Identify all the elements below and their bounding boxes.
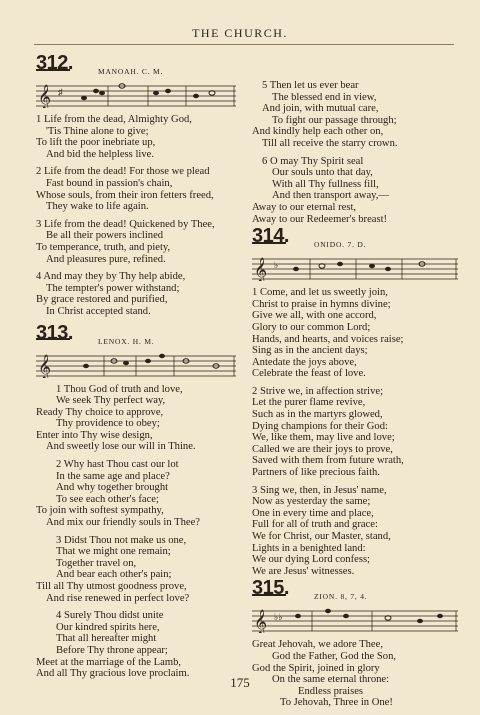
verse-line: Till all Thy utmost goodness prove, (36, 581, 187, 592)
verse-line: To join with softest sympathy, (36, 505, 164, 517)
verse-line: To Jehovah, Three in One! (280, 697, 393, 709)
music-staff-315 (252, 607, 462, 633)
verse (252, 80, 462, 150)
verse-line: That we might one remain; (56, 546, 171, 558)
svg-text:𝄞: 𝄞 (254, 609, 268, 634)
verse (36, 459, 244, 529)
verse (252, 287, 462, 380)
verse-line: 4 And may they by Thy help abide, (36, 271, 186, 283)
verse-line: 1 Thou God of truth and love, (56, 383, 183, 395)
verse-line: And kindly help each other on, (252, 126, 384, 138)
verse-line: 1 Life from the dead, Almighty God, (36, 114, 192, 125)
verse-line: On the same eternal throne: (272, 674, 390, 686)
verse-line: To fight our passage through; (272, 114, 397, 126)
verse-line: Great Jehovah, we adore Thee, (252, 639, 383, 651)
verse-line: 3 Life from the dead! Quickened by Thee, (36, 218, 215, 230)
svg-text:𝄞: 𝄞 (38, 84, 52, 108)
tune-name: ONIDO. 7. D. (314, 240, 367, 250)
music-staff-312 (36, 82, 244, 108)
hymn-315-heading (252, 577, 462, 607)
verse-line: To lift the poor inebriate up, (36, 137, 156, 149)
verse-line: And bid the helpless live. (46, 148, 154, 160)
verse-line: Partners of like precious faith. (252, 467, 380, 479)
verse-line: 6 O may Thy Spirit seal (262, 155, 364, 167)
verse-line: Thy providence to obey; (56, 418, 160, 430)
verse-line: Our kindred spirits here, (56, 621, 160, 633)
left-column (36, 52, 244, 686)
verse-line: Now as yesterday the same; (252, 496, 371, 508)
verse-line: Ready Thy choice to approve, (36, 406, 164, 418)
page-number: 175 (230, 675, 250, 690)
verse-line: Full for all of truth and grace: (252, 519, 378, 531)
verse-line: And then transport away,— (272, 190, 389, 202)
verse-line: And rise renewed in perfect love? (46, 592, 190, 604)
hymn-312-heading (36, 52, 244, 82)
verse-line: 3 Didst Thou not make us one, (56, 534, 187, 546)
verse-line: 2 Why hast Thou cast our lot (56, 459, 179, 471)
verse-line: And bear each other's pain; (56, 569, 172, 581)
verse-line: And sweetly lose our will in Thine. (46, 441, 196, 453)
verse-line: Give we all, with one accord, (252, 310, 377, 322)
verse-line: We seek Thy perfect way, (56, 395, 166, 407)
verse-line: Till all receive the starry crown. (262, 137, 398, 149)
verse-line: And all Thy gracious love proclaim. (36, 668, 190, 680)
verse-line: Endless praises (298, 685, 364, 697)
verse-line: We our dying Lord confess; (252, 554, 371, 566)
verse (36, 114, 244, 160)
verse-line: Whose souls, from their iron fetters freed, (36, 189, 214, 201)
tune-name: LENOX. H. M. (98, 336, 155, 346)
verse-line: And why together brought (56, 482, 169, 494)
hymn-314-heading (252, 225, 462, 255)
verse-line: To temperance, truth, and piety, (36, 241, 171, 253)
verse-line: Enter into Thy wise design, (36, 429, 153, 441)
right-column (252, 80, 462, 715)
verse-line: Celebrate the feast of love. (252, 368, 366, 380)
verse (252, 156, 462, 226)
verse-line: Together travel on, (56, 557, 137, 569)
tune-name: MANOAH. C. M. (98, 67, 164, 76)
verse (36, 535, 244, 605)
verse-line: Before Thy throne appear; (56, 644, 168, 656)
verse-line: Fast bound in passion's chain, (46, 177, 173, 189)
verse (36, 166, 244, 212)
svg-text:♭♭: ♭♭ (274, 612, 283, 623)
verse-line: That all hereafter might (56, 633, 157, 645)
tune-name: ZION. 8, 7, 4. (314, 592, 368, 602)
verse-line: 2 Life from the dead! For those we plead (36, 166, 210, 178)
verse-line: Our souls unto that day, (272, 167, 373, 179)
header-rule (34, 44, 454, 45)
hymn-number: 313. (36, 321, 73, 344)
svg-text:♭: ♭ (274, 260, 279, 271)
verse-line: Saved with them from future wrath, (252, 455, 404, 467)
verse-line: And mix our friendly souls in Thee? (46, 517, 200, 529)
verse-line: 4 Surely Thou didst unite (56, 610, 164, 622)
verse-line: Let the purer flame revive, (252, 397, 366, 409)
svg-text:♯: ♯ (58, 87, 63, 97)
verse-line: Be all their powers inclined (46, 230, 164, 242)
hymn-313-heading (36, 321, 244, 352)
verse-line: Away to our Redeemer's breast! (252, 213, 388, 225)
running-header: THE CHURCH. (192, 26, 288, 40)
verse-line: God the Spirit, joined in glory (252, 662, 380, 674)
verse-line: Dying champions for their God: (252, 420, 388, 432)
verse-line: Such as in the martyrs glowed, (252, 409, 383, 421)
verse-line: We for Christ, our Master, stand, (252, 531, 391, 542)
verse-line: And pleasures pure, refined. (46, 253, 166, 265)
verse-line: Called we are their joys to prove, (252, 443, 393, 455)
verse-line: One in every time and place, (252, 507, 374, 519)
verse-line: In the same age and place? (56, 470, 170, 482)
music-staff-313 (36, 352, 244, 378)
verse-line: In Christ accepted stand. (46, 305, 151, 317)
verse-line: 3 Sing we, then, in Jesus' name, (252, 484, 387, 496)
music-staff-314 (252, 255, 462, 281)
verse-line: The tempter's power withstand; (46, 282, 180, 294)
verse-line: Glory to our common Lord; (252, 321, 371, 333)
verse-line: The blessed end in view, (272, 91, 377, 103)
verse-line: By grace restored and purified, (36, 294, 168, 306)
hymn-number: 315. (252, 577, 289, 600)
svg-text:𝄞: 𝄞 (254, 257, 268, 282)
verse (36, 610, 244, 680)
verse-line: Lights in a benighted land: (252, 542, 366, 554)
verse-line: 'Tis Thine alone to give; (46, 125, 149, 137)
verse-line: Hands, and hearts, and voices raise; (252, 333, 404, 345)
verse-line: We are Jesus' witnesses. (252, 565, 355, 577)
hymn-number: 314. (252, 225, 289, 248)
verse-line: And join, with mutual care, (262, 103, 379, 115)
verse-line: We, like them, may live and love; (252, 432, 395, 444)
verse-line: They wake to life again. (46, 201, 149, 213)
verse-line: Antedate the joys above, (252, 356, 357, 368)
verse-line: Meet at the marriage of the Lamb, (36, 656, 182, 668)
verse (36, 384, 244, 454)
hymn-number: 312. (36, 52, 73, 74)
verse (252, 386, 462, 479)
verse-line: Away to our eternal rest, (252, 201, 357, 213)
verse-line: Sing as in the ancient days; (252, 345, 368, 357)
verse (36, 219, 244, 265)
svg-text:𝄞: 𝄞 (38, 353, 52, 378)
verse-line: Christ to praise in hymns divine; (252, 298, 391, 310)
verse-line: 5 Then let us ever bear (262, 80, 359, 91)
verse (252, 485, 462, 578)
verse-line: 1 Come, and let us sweetly join, (252, 287, 388, 299)
verse-line: With all Thy fullness fill, (272, 178, 379, 190)
verse (36, 271, 244, 317)
verse-line: God the Father, God the Son, (272, 650, 397, 662)
verse-line: 2 Strive we, in affection strive; (252, 385, 384, 397)
verse-line: To see each other's face; (56, 493, 159, 505)
